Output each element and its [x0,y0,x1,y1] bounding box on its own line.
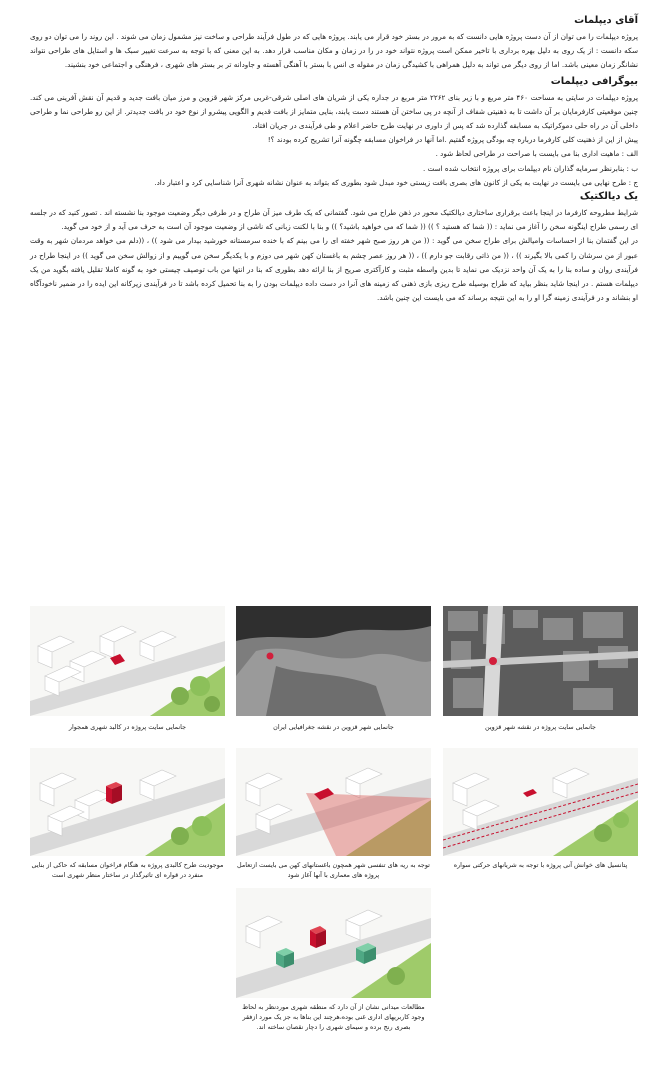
list-item: الف : ماهیت اداری بنا می بایست با صراحت در طراحی لحاظ شود . [435,149,638,159]
figure-caption: مطالعات میدانی نشان از آن دارد که منطقه شهری موردنظر به لحاظ وجود کاربریهای اداری غنی بوده،هرچند این بناها به جز یک مورد ازفقر بصری رنج برده و سیمای شهری را دچار نقصان ساخته اند. [242,1003,425,1031]
figure-urban-context-render [30,606,225,716]
figure-office-uses-render [236,888,431,998]
figure-caption: موجودیت طرح کالبدی پروژه به هنگام فراخوان مسابقه که حاکی از بنایی منفرد در قواره ای تاثیرگذار در ساختار منظر شهری است [31,861,224,879]
figure-qazvin-map [443,606,638,716]
figure-gardens-render [236,748,431,856]
section-title-biography: بیوگرافی دیپلمات [550,75,638,87]
article-text [30,14,638,305]
paragraph: پروژه دیپلمات در سایتی به مساحت ۴۶۰ متر مربع و با زیر بنای ۲۲۶۲ متر مربع در جداره یکی از شریان های اصلی شرقی-غربی مرکز شهر قزوین و مرز میان بافت جدید و قدیم آن نقش آفرینی می کند. چنین موقعیتی کارفرمایان بر آن داشت تا به ذهنیتی شفاف از آنچه در پی ساختن آن هستند دست یابند، بنایی متمایز از بافت قدیم و الگویی پیشرو از نوع خود در بافت جدیدتر. از این رو طراحی نما و طراحی داخلی آن در راه حلی دموکراتیک به مسابقه گذارده شد که پس از داوری در نهایت طرح حاضر اعلام و طی فرآیندی در جریان افتاد. [30,92,639,131]
list-item: ب : بنابرنظر سرمایه گذاران نام دیپلمات برای پروژه انتخاب شده است . [422,163,638,173]
figure-caption: جانمایی شهر قزوین در نقشه جغرافیایی ایران [273,723,394,731]
figure-caption: پتانسیل های خوانش آنی پروژه با توجه به شریانهای حرکتی سواره [453,861,628,869]
figure-caption: جانمایی سایت پروژه در کالبد شهری همجوار [68,723,187,731]
section-title-dialectic: یک دیالکتیک [579,191,638,203]
list-item: ج : طرح نهایی می بایست در نهایت به یکی از کانون های بصری بافت زیستی خود مبدل شود بطوری که بتواند به عنوان نشانه شهری آنرا شناسایی کرد و اعتبار داد. [154,177,638,187]
figure-traffic-render [443,748,638,856]
paragraph: پروژه دیپلمات را می توان از آن دست پروژه هایی دانست که به مرور در بستر خود قرار می یابند. پروژه هایی که در طول فرآیند طراحی و ساخت نیز مشمول زمان می شوند . این روند را می توان دو روی سکه دانست : از یک روی به دلیل بهره برداری با تاخیر ممکن است پروژه نتواند خود در را در زمان و مکان مناسب قرار دهد. به این معنی که با توجه به سرعت تغییر سبک ها و استایل های طراحی نتواند نشانگر زمان معینی باشد. اما از روی دیگر می تواند به دلیل همراهی با کشیدگی زمان در مقوله ی انس با بستر با آهنگی آهسته و جاودانه تر بر بستر های شهری ، فرهنگی و اجتماعی خود بنشیند. [30,32,638,70]
figure-iran-map [236,606,431,716]
paragraph: در این گفتمان بنا از احساسات وامیالش برای طراح سخن می گوید : (( من هر روز صبح شهر خفته ای را می بینم که با خنده سرمستانه خورشید بیدار می شود )) ، ((دلم می خواهد مردمان شهر به وقت عبور از من سرشان را کمی بالا بگیرند )) ، (( من ذاتی رقابت جو دارم )) ، (( هر روز عصر چشم به باغستان کهن شهر می دوزم و با یکدیگر سخن می گوییم و از زوالش سخن می گوید )) در اینجا طراح در فرآیندی روان و ساده بنا را به یک آن واحد نزدیک می نماید تا بدین واسطه مثبت و کارآکتری صریح از بنا ارائه دهد بطوری که بنا در انتها من باب توصیف چیستی خود به گونه کاملا تقلیل یافته بگوید من یک دیپلمات هستم . در اینجا شاید بنظر بیاید که طراح بوسیله طرح ریزی بازی ذهنی که زمینه های آنرا در دست داده دیپلمات بودن را به بنا تحمیل کرده باشد تا در فرآیندی زیرکانه این ایده را در ضمیر ناخودآگاه او بنشاند و در فرآیندی زمینه گرا او را به این نتیجه برساند که می بایست این چنین باشد. [30,236,638,303]
paragraph: پیش از این از ذهنیت کلی کارفرما درباره چه بودگی پروژه گفتیم .اما آنها در فراخوان مسابقه چگونه آنرا تشریح کرده بودند ؟! [267,135,638,145]
paragraph: شرایط مطروحه کارفرما در اینجا باعث برقراری ساختاری دیالکتیک محور در ذهن طراح می شود. گفتمانی که یک طرف میز آن طراح و در طرفی دیگر وضعیت موجود بنا نشسته اند . تصور کنید که در جلسه ای رسمی طراح اینگونه سخن را آغاز می نماید : (( شما که هستید ؟ )) (( شما که می خواهید باشید؟ )) و بنا با لکنت زبانی که ناشی از وضعیت موجود آن است به حرف می آید و از خود می گوید. [30,208,638,232]
figure-caption: جانمایی سایت پروژه در نقشه شهر قزوین [485,723,596,731]
section-title-diplomat: آقای دیپلمات [574,15,638,26]
figure-competition-mass-render [30,748,225,856]
figure-caption: توجه به ریه های تنفسی شهر همچون باغستانهای کهن می بایست ازتعامل پروژه های معماری با آنها آغاز شود [237,861,430,879]
